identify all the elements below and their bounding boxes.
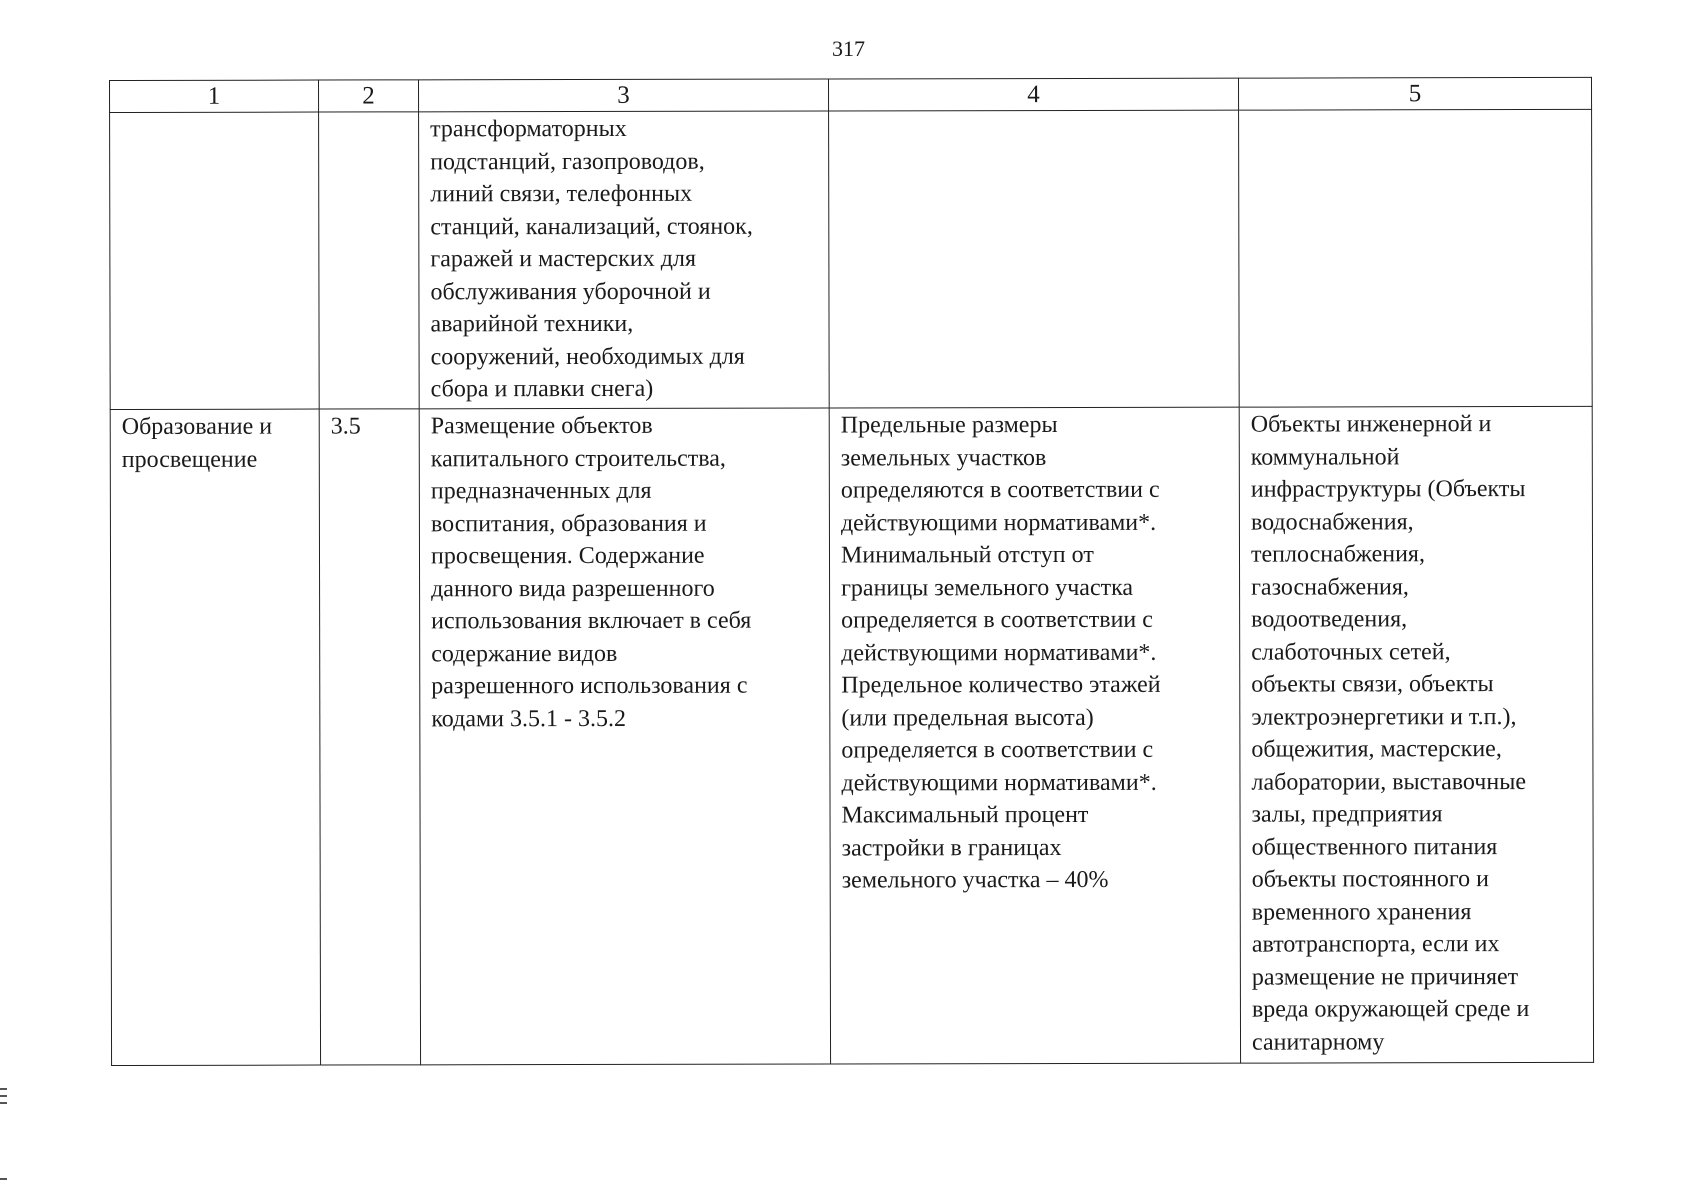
scan-margin-mark [0,1088,7,1090]
cell-use-name [110,409,320,1065]
cell-parameters [829,110,1240,408]
cell-text: Размещение объектов капитального строительства, предназначенных для воспитания, образования и просвещения. Содержание данного вида разрешенного использования включает в себя содержание видов разрешенного использования с кодами 3.5.1 - 3.5.2 [430,412,752,732]
header-row [110,77,1592,112]
cell-code [319,409,420,1065]
cell-text: Объекты инженерной и коммунальной инфраструктуры (Объекты водоснабжения, теплоснабжения, газоснабжения, водоотведения, слаботочных сетей, объекты связи, объекты электроэнергетики и т.п.), общежития, мастерские, лаборатории, выставочные залы, предприятия общественного питания объекты постоянного и временного хранения автотранспорта, если их размещение не причиняет вреда окружающей среде и санитарному [1250,411,1530,1056]
table-row [110,406,1593,1065]
cell-text: Предельные размеры земельных участков определяются в соответствии с действующими нормативами*. Минимальный отступ от границы земельного участка определяется в соответствии с действующими нормативами*. Предельное количество этажей (или предельная высота) определяется в соответствии с действующими нормативами*. Максимальный процент застройки в границах земельного участка – 40% [840,412,1161,894]
header-col-1: 1 [110,80,319,112]
header-col-3: 3 [419,79,829,112]
cell-text: Образование и просвещение [121,413,273,473]
cell-auxiliary-uses [1239,109,1593,407]
scan-margin-mark [0,1178,7,1180]
cell-use-name [110,112,320,409]
cell-text [1250,111,1581,112]
cell-description [419,111,830,409]
cell-text: 3.5 [330,413,361,440]
cell-description [419,408,830,1065]
scan-margin-mark [0,1102,7,1104]
regulations-table [109,77,1594,1066]
cell-parameters [829,407,1240,1064]
page-number: 317 [832,36,865,61]
header-col-4: 4 [828,78,1238,111]
header-col-2: 2 [319,80,419,112]
table-row [110,109,1593,409]
cell-auxiliary-uses [1239,406,1593,1063]
header-col-5: 5 [1238,77,1591,110]
cell-text [840,112,1228,113]
cell-text: трансформаторных подстанций, газопроводов, линий связи, телефонных станций, канализаций, стоянок, гаражей и мастерских для обслуживания уборочной и аварийной техники, сооружений, необходимых для сбора и плавки снега) [430,115,753,403]
cell-code [319,112,420,409]
scan-margin-mark [0,1095,7,1097]
